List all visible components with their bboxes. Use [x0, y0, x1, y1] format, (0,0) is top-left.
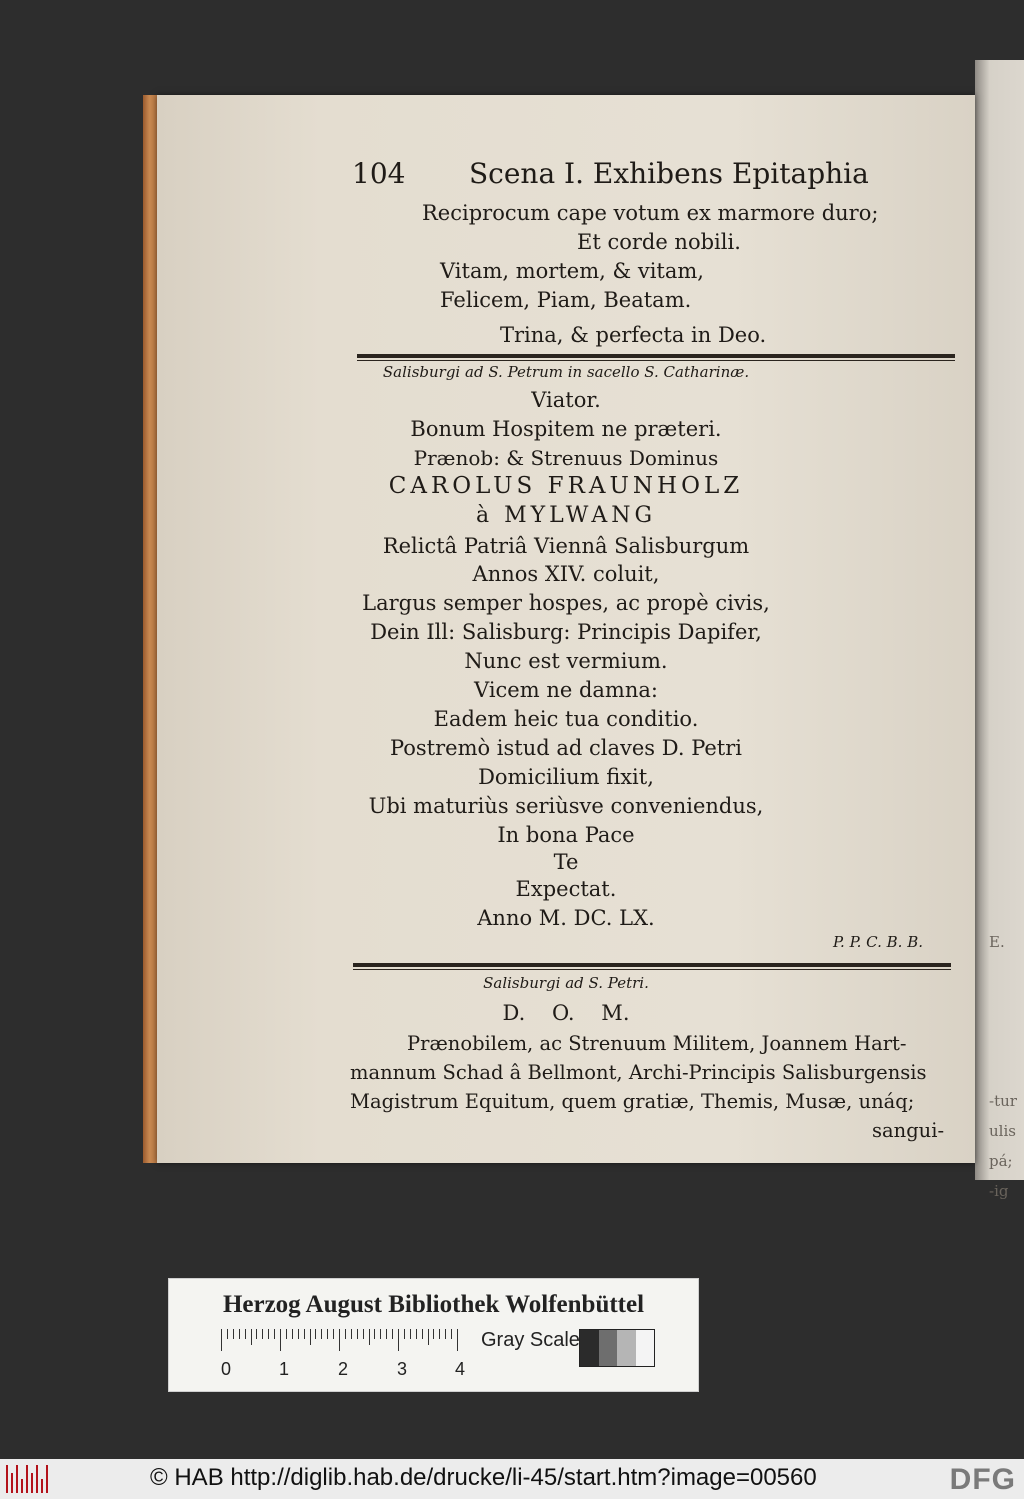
- viewer-footer: [0, 1459, 1024, 1499]
- catchword: sangui-: [872, 1119, 945, 1142]
- ruler-tick: [339, 1329, 340, 1351]
- next-page-fragment: pá;: [989, 1152, 1013, 1170]
- ruler-tick: [433, 1329, 434, 1339]
- ruler-tick: [416, 1329, 417, 1339]
- gray-swatch: [636, 1330, 655, 1366]
- dom-line: D. O. M.: [502, 1001, 630, 1025]
- next-page-fragment: -ig: [989, 1182, 1009, 1200]
- next-page-fragment: ulis: [989, 1122, 1016, 1140]
- gray-swatch: [617, 1330, 636, 1366]
- ruler-tick: [451, 1329, 452, 1339]
- text-line: Dein Ill: Salisburg: Principis Dapifer,: [370, 620, 762, 644]
- ruler-tick: [357, 1329, 358, 1339]
- gray-swatch: [599, 1330, 618, 1366]
- text-line: mannum Schad â Bellmont, Archi-Principis Salisburgensis: [350, 1061, 927, 1084]
- ruler-tick: [380, 1329, 381, 1339]
- scale-number: 0: [221, 1359, 232, 1379]
- ruler-tick: [351, 1329, 352, 1339]
- hab-logo-icon[interactable]: [6, 1465, 48, 1493]
- ruler-tick: [315, 1329, 316, 1339]
- ruler-tick: [233, 1329, 234, 1339]
- ruler-tick: [369, 1329, 370, 1345]
- ruler-tick: [239, 1329, 240, 1339]
- ruler-tick: [439, 1329, 440, 1339]
- scale-number: 3: [397, 1359, 408, 1379]
- text-line: Trina, & perfecta in Deo.: [500, 323, 767, 347]
- ruler-tick: [304, 1329, 305, 1339]
- text-line: In bona Pace: [497, 823, 635, 847]
- ruler-tick: [321, 1329, 322, 1339]
- ruler-tick: [310, 1329, 311, 1345]
- text-line: Ubi maturiùs seriùsve conveniendus,: [368, 794, 764, 818]
- scale-number: 2: [338, 1359, 349, 1379]
- ruler-tick: [262, 1329, 263, 1339]
- ruler-tick: [428, 1329, 429, 1345]
- text-line: Magistrum Equitum, quem gratiæ, Themis, Musæ, unáq;: [350, 1090, 915, 1113]
- text-line: Postremò istud ad claves D. Petri: [389, 736, 743, 760]
- text-line: Annos XIV. coluit,: [472, 562, 660, 586]
- ruler-tick: [392, 1329, 393, 1339]
- ruler-tick: [363, 1329, 364, 1339]
- library-name: Herzog August Bibliothek Wolfenbüttel: [222, 1291, 645, 1318]
- ruler-tick: [345, 1329, 346, 1339]
- ruler-tick: [327, 1329, 328, 1339]
- text-line: Nunc est vermium.: [464, 649, 668, 673]
- text-line: Felicem, Piam, Beatam.: [440, 288, 692, 312]
- ruler-tick: [404, 1329, 405, 1339]
- text-line: Vicem ne damna:: [474, 678, 658, 702]
- ruler-tick: [457, 1329, 458, 1351]
- text-line: Te: [553, 850, 579, 874]
- gray-scale-label: Gray Scale: [481, 1329, 580, 1351]
- ruler-tick: [227, 1329, 228, 1339]
- library-color-card: [168, 1278, 699, 1392]
- text-line: Reciprocum cape votum ex marmore duro;: [422, 201, 879, 225]
- ruler-tick: [268, 1329, 269, 1339]
- ruler-tick: [286, 1329, 287, 1339]
- text-line: Domicilium fixit,: [478, 765, 654, 789]
- text-line: Viator.: [531, 388, 601, 412]
- gray-swatch: [580, 1330, 599, 1366]
- book-page: [157, 95, 975, 1163]
- text-line: Eadem heic tua conditio.: [433, 707, 699, 731]
- ruler-tick: [292, 1329, 293, 1339]
- section-heading: Salisburgi ad S. Petrum in sacello S. Catharinæ.: [382, 363, 750, 381]
- ruler-tick: [280, 1329, 281, 1351]
- text-line: Largus semper hospes, ac propè civis,: [362, 591, 770, 615]
- copyright-url[interactable]: © HAB http://diglib.hab.de/drucke/li-45/start.htm?image=00560: [150, 1464, 817, 1491]
- signature: P. P. C. B. B.: [833, 933, 924, 951]
- text-line: à MYLWANG: [475, 503, 657, 528]
- ruler-tick: [333, 1329, 334, 1339]
- page-number: 104: [352, 157, 406, 190]
- ruler-tick: [245, 1329, 246, 1339]
- ruler-tick: [298, 1329, 299, 1339]
- text-line: Et corde nobili.: [577, 230, 741, 254]
- text-line: Expectat.: [515, 877, 617, 901]
- ruler-tick: [386, 1329, 387, 1339]
- ruler-tick: [374, 1329, 375, 1339]
- ruler-tick: [221, 1329, 222, 1351]
- ruler-tick: [445, 1329, 446, 1339]
- dfg-logo[interactable]: DFG: [949, 1463, 1016, 1496]
- next-page-fragment: E.: [989, 933, 1005, 951]
- section-rule: [357, 360, 955, 361]
- text-line: Prænob: & Strenuus Dominus: [413, 446, 719, 470]
- ruler-tick: [398, 1329, 399, 1351]
- text-line: Bonum Hospitem ne præteri.: [410, 417, 722, 441]
- scale-number: 4: [455, 1359, 466, 1379]
- text-line: CAROLUS FRAUNHOLZ: [388, 473, 744, 499]
- text-line: Relictâ Patriâ Viennâ Salisburgum: [382, 534, 750, 558]
- scale-number: 1: [279, 1359, 290, 1379]
- scale-ruler: [221, 1329, 466, 1351]
- next-page-fragment: -tur: [989, 1092, 1017, 1110]
- ruler-tick: [422, 1329, 423, 1339]
- gray-swatches: [579, 1329, 655, 1367]
- ruler-tick: [256, 1329, 257, 1339]
- section-heading: Salisburgi ad S. Petri.: [483, 974, 649, 992]
- running-head: Scena I. Exhibens Epitaphia: [469, 157, 869, 190]
- ruler-tick: [410, 1329, 411, 1339]
- ruler-tick: [251, 1329, 252, 1345]
- text-line: Anno M. DC. LX.: [477, 906, 655, 930]
- next-page-edge: [975, 60, 1024, 1200]
- section-rule: [353, 969, 951, 970]
- section-rule: [357, 354, 955, 358]
- ruler-tick: [274, 1329, 275, 1339]
- text-line: Prænobilem, ac Strenuum Militem, Joannem Hart-: [407, 1032, 907, 1055]
- text-line: Vitam, mortem, & vitam,: [440, 259, 704, 283]
- section-rule: [353, 963, 951, 967]
